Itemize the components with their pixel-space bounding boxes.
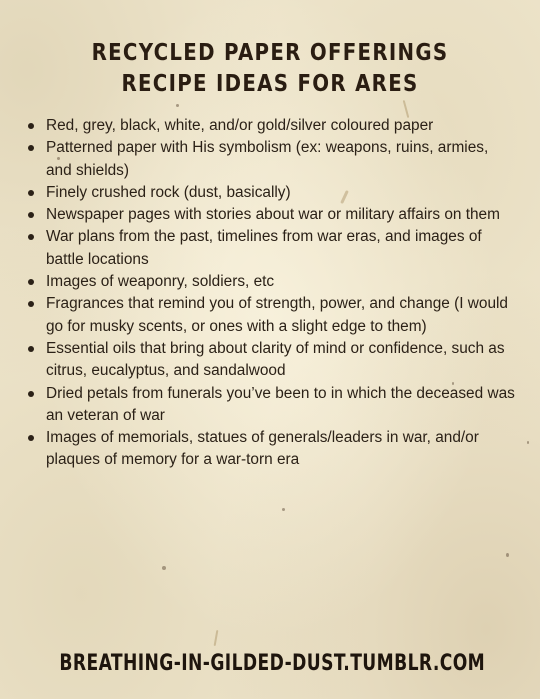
list-item-text: War plans from the past, timelines from war eras, and images of battle locations: [46, 228, 482, 268]
list-item: [24, 226, 518, 271]
bullet-icon: [28, 301, 34, 307]
footer-url: BREATHING-IN-GILDED-DUST.TUMBLR.COM: [59, 651, 486, 676]
bullet-icon: [28, 145, 34, 151]
bullet-icon: [28, 435, 34, 441]
bullet-icon: [28, 391, 34, 397]
list-item: [24, 137, 518, 182]
list-item: [24, 115, 518, 137]
list-item: [24, 293, 518, 338]
list-item-text: Newspaper pages with stories about war or military affairs on them: [46, 206, 500, 224]
list-item-text: Images of weaponry, soldiers, etc: [46, 273, 275, 291]
paper-speck: [162, 566, 166, 570]
list-item-text: Images of memorials, statues of generals/leaders in war, and/or plaques of memory for a war-torn era: [46, 429, 479, 469]
paper-speck: [176, 104, 179, 107]
bullet-icon: [28, 190, 34, 196]
list-item-text: Red, grey, black, white, and/or gold/silver coloured paper: [46, 117, 434, 134]
list-item: [24, 204, 518, 226]
list-item-text: Fragrances that remind you of strength, power, and change (I would go for musky scents, or ones with a slight edge to them): [46, 295, 508, 335]
list-item: [24, 338, 518, 383]
list-item-text: Finely crushed rock (dust, basically): [46, 183, 291, 201]
list-item-text: Patterned paper with His symbolism (ex: weapons, ruins, armies, and shields): [46, 139, 489, 179]
bullet-icon: [28, 234, 34, 240]
paper-speck: [527, 441, 529, 444]
paper-speck: [506, 553, 509, 557]
bullet-icon: [28, 346, 34, 352]
page-title: [38, 38, 502, 100]
list-item: [24, 182, 518, 204]
list-item-text: Essential oils that bring about clarity of mind or confidence, such as citrus, eucalyptus, and sandalwood: [46, 339, 505, 380]
list-item: [24, 383, 518, 428]
paper-speck: [282, 508, 285, 511]
paper-fiber: [214, 630, 219, 646]
title-line-2: RECIPE IDEAS FOR ARES: [121, 71, 419, 97]
bullet-icon: [28, 279, 34, 285]
bullet-icon: [28, 123, 34, 129]
bullet-icon: [28, 212, 34, 218]
list-item-text: Dried petals from funerals you’ve been to in which the deceased was an veteran of war: [46, 384, 515, 424]
title-line-1: RECYCLED PAPER OFFERINGS: [91, 40, 449, 66]
list-item: [24, 427, 518, 472]
list-item: [24, 271, 518, 293]
offering-ideas-list: [24, 115, 518, 472]
